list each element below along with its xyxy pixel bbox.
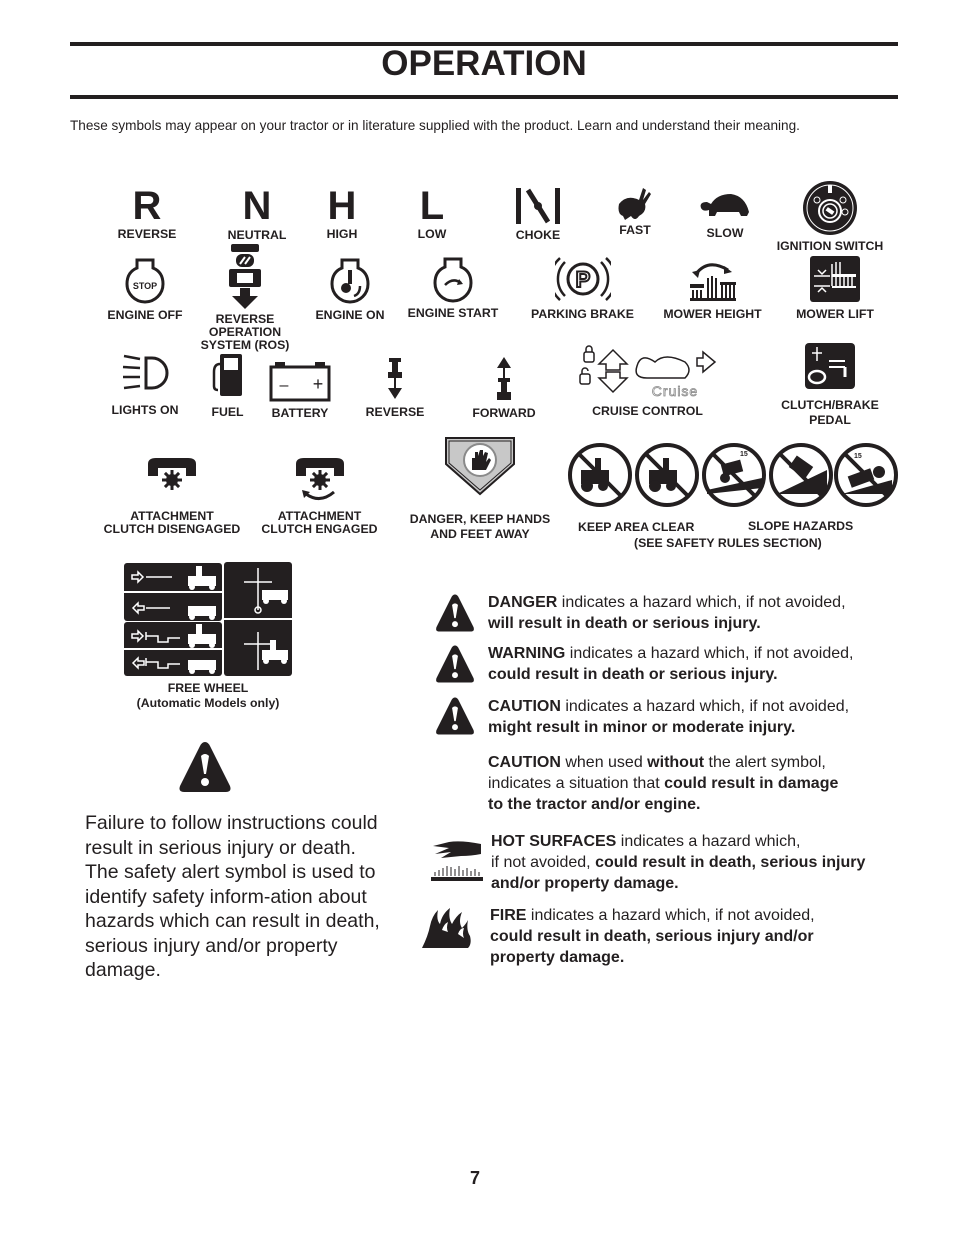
- symbol-label: CLUTCH/BRAKE PEDAL: [781, 398, 879, 427]
- symbol-battery: [262, 362, 338, 420]
- symbol-fast: [605, 186, 665, 237]
- hot-surfaces-symbol: [431, 836, 483, 887]
- turtle-icon: [697, 186, 753, 224]
- symbol-label: MOWER LIFT: [796, 307, 874, 321]
- symbol-label: ENGINE OFF: [107, 308, 183, 322]
- symbol-fuel: [200, 352, 255, 419]
- n-letter-icon: N: [242, 184, 272, 228]
- caution-definition: CAUTION indicates a hazard which, if not avoided, might result in minor or moderate injury.: [488, 698, 850, 736]
- warning-alert-icon: [435, 644, 475, 689]
- clutch-disengaged-icon: [144, 456, 200, 492]
- danger-alert-icon: [435, 593, 475, 638]
- reverse-arrow-icon: [385, 356, 405, 400]
- alert-triangle-icon: [435, 644, 475, 684]
- svg-text:15: 15: [854, 453, 862, 460]
- ros-icon: [228, 244, 262, 310]
- free-wheel-symbol: [124, 562, 292, 676]
- symbol-ignition-switch: [770, 180, 890, 253]
- prohibition-icons-group: [567, 442, 899, 508]
- h-letter-icon: H: [327, 184, 357, 228]
- symbol-cruise-control: [575, 344, 720, 418]
- fire-definition: FIRE indicates a hazard which, if not avoided, could result in death, serious injury and/or property damage.: [490, 907, 815, 966]
- symbol-attachment-clutch-disengaged: [97, 456, 247, 536]
- svg-text:Cruise: Cruise: [651, 383, 699, 399]
- symbol-reverse-gear: [112, 186, 182, 241]
- symbol-high: [312, 186, 372, 241]
- caution-without-symbol-definition: CAUTION when used without the alert symbol, indicates a situation that could result in damage to the tractor and/or engine.: [488, 754, 839, 813]
- symbol-engine-off: [100, 258, 190, 322]
- symbol-label: HIGH: [326, 227, 358, 241]
- svg-text:–: –: [279, 377, 289, 394]
- free-wheel-icon: [124, 562, 292, 676]
- alert-triangle-icon: [435, 593, 475, 633]
- symbol-label: FAST: [619, 223, 651, 237]
- page-title: OPERATION: [381, 44, 587, 83]
- symbol-label: REVERSE: [117, 227, 177, 241]
- symbol-choke: [508, 186, 568, 242]
- symbol-low: [402, 186, 462, 241]
- symbol-label: LOW: [417, 227, 447, 241]
- symbol-label: BATTERY: [271, 406, 329, 420]
- choke-icon: [512, 186, 564, 226]
- symbol-mower-lift: [785, 256, 885, 321]
- forward-arrow-icon: [494, 356, 514, 402]
- safety-paragraph: Failure to follow instructions could result in serious injury or death. The safety alert symbol is used to identify safety inform-ation about hazards which can result in death, serious injury and/or property damage.: [85, 812, 380, 981]
- svg-text:STOP: STOP: [132, 281, 158, 291]
- symbol-clutch-brake: [770, 343, 890, 427]
- ignition-switch-icon: [801, 180, 859, 236]
- symbol-forward: [468, 356, 540, 420]
- fuel-pump-icon: [210, 352, 246, 398]
- symbol-danger-keep-hands-away: [400, 436, 560, 541]
- l-letter-icon: L: [419, 184, 445, 228]
- engine-stop-icon: [125, 258, 165, 304]
- see-safety-rules-note: (SEE SAFETY RULES SECTION): [634, 536, 822, 550]
- page-number: 7: [470, 1168, 481, 1188]
- intro-text: These symbols may appear on your tractor or in literature supplied with the product. Learn and understand their meaning.: [70, 118, 800, 133]
- mower-height-icon: [688, 256, 738, 302]
- hot-surface-icon: [431, 836, 483, 882]
- symbol-engine-start: [403, 257, 503, 320]
- symbol-reverse-direction: [360, 356, 430, 419]
- symbol-label: PARKING BRAKE: [531, 307, 634, 321]
- symbol-attachment-clutch-engaged: [252, 456, 387, 536]
- symbol-label: ENGINE START: [407, 306, 499, 320]
- symbol-label: LIGHTS ON: [111, 403, 179, 417]
- engine-start-icon: [433, 257, 473, 303]
- symbol-label: SLOW: [706, 226, 744, 240]
- r-letter-icon: R: [132, 184, 162, 228]
- symbol-lights-on: [100, 352, 190, 417]
- symbol-label: ATTACHMENT CLUTCH DISENGAGED: [103, 509, 241, 536]
- slope-hazards-label: SLOPE HAZARDS: [748, 519, 854, 533]
- keep-area-clear-label: KEEP AREA CLEAR: [578, 520, 695, 534]
- keep-hands-away-icon: [444, 436, 516, 496]
- engine-on-icon: [330, 258, 370, 304]
- warning-definition: WARNING indicates a hazard which, if not avoided, could result in death or serious injury.: [488, 645, 854, 683]
- symbol-label: FORWARD: [472, 406, 536, 420]
- battery-icon: [269, 362, 331, 402]
- symbol-label: NEUTRAL: [227, 228, 287, 242]
- clutch-brake-icon: [805, 343, 855, 389]
- symbol-label: REVERSE OPERATION SYSTEM (ROS): [200, 312, 290, 352]
- symbol-label: MOWER HEIGHT: [663, 307, 762, 321]
- mower-lift-icon: [810, 256, 860, 302]
- danger-definition: DANGER indicates a hazard which, if not avoided, will result in death or serious injury.: [488, 594, 846, 632]
- parking-brake-icon: [555, 256, 611, 302]
- symbol-label: ENGINE ON: [315, 308, 385, 322]
- alert-triangle-icon: [435, 696, 475, 736]
- hot-surfaces-definition: HOT SURFACES indicates a hazard which, if not avoided, could result in death, serious injury and/or property damage.: [491, 833, 866, 892]
- fire-symbol: [420, 906, 472, 955]
- svg-text:15: 15: [740, 451, 748, 458]
- caution-alert-icon: [435, 696, 475, 741]
- clutch-engaged-icon: [292, 456, 348, 502]
- title-bottom-rule: [70, 95, 898, 99]
- symbol-label: DANGER, KEEP HANDS AND FEET AWAY: [409, 512, 551, 541]
- cruise-control-icon: [575, 344, 720, 400]
- symbol-slow: [692, 186, 758, 240]
- fire-icon: [420, 906, 472, 950]
- rabbit-icon: [613, 186, 657, 224]
- alert-triangle-icon: [178, 740, 232, 794]
- free-wheel-label: FREE WHEEL (Automatic Models only): [136, 681, 280, 710]
- symbol-parking-brake: [525, 256, 640, 321]
- symbol-label: CHOKE: [515, 228, 561, 242]
- symbol-mower-height: [655, 256, 770, 321]
- symbol-label: FUEL: [211, 405, 244, 419]
- svg-text:+: +: [312, 374, 324, 394]
- headlight-icon: [120, 352, 170, 394]
- symbol-ros: [195, 244, 295, 352]
- symbol-neutral: [222, 186, 292, 242]
- symbol-engine-on: [305, 258, 395, 322]
- no-bystanders-icon: [567, 442, 899, 508]
- safety-alert-symbol: [178, 740, 232, 799]
- symbol-label: CRUISE CONTROL: [592, 404, 703, 418]
- symbol-label: IGNITION SWITCH: [776, 239, 884, 253]
- symbol-label: ATTACHMENT CLUTCH ENGAGED: [261, 509, 378, 536]
- svg-text:P: P: [575, 267, 590, 292]
- symbol-label: REVERSE: [365, 405, 425, 419]
